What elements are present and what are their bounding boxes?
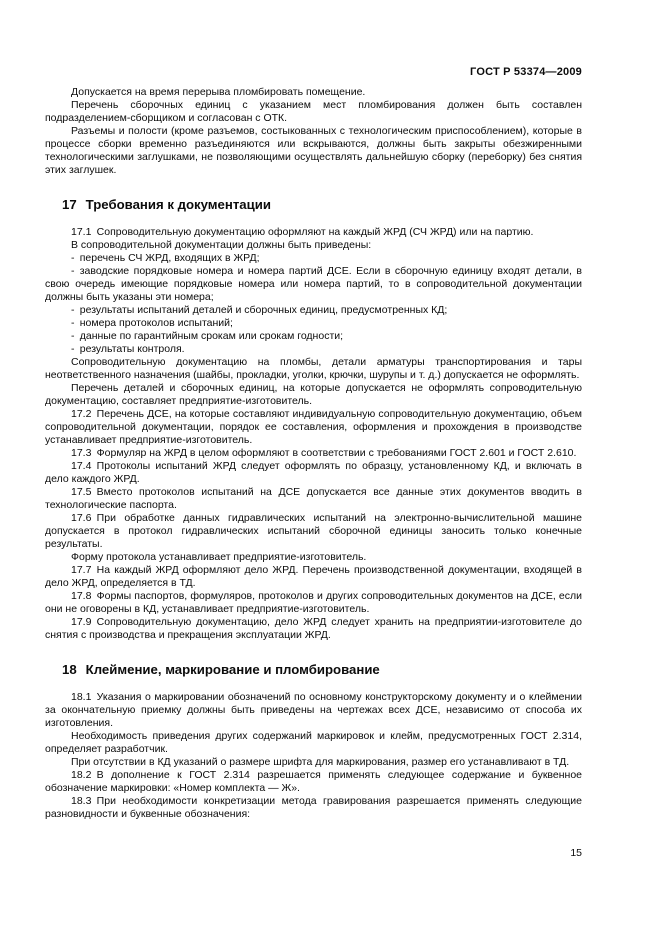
document-number-header: ГОСТ Р 53374—2009 xyxy=(470,66,582,78)
clause-paragraph: 17.1 Сопроводительную документацию оформляют на каждый ЖРД (СЧ ЖРД) или на партию. xyxy=(71,226,534,238)
paragraph: Разъемы и полости (кроме разъемов, состыкованных с технологическим приспособлением), которые в процессе сборки временно разъединяются или вскрываются, должны быть закрыты обезжиренными технологическими заглушками, не позволяющими осуществлять дальнейшую сборку (переборку) без снятия этих заглушек. xyxy=(45,125,582,176)
section-title: Требования к документации xyxy=(85,197,271,212)
dash-list-item: - результаты испытаний деталей и сборочных единиц, предусмотренных КД; xyxy=(71,304,448,316)
document-body xyxy=(45,86,582,821)
paragraph: Допускается на время перерыва пломбировать помещение. xyxy=(71,86,366,98)
dash-list-item: - заводские порядковые номера и номера партий ДСЕ. Если в сборочную единицу входят детали, в свою очередь имеющие порядковые номера или номера партий, то в сопроводительной документации должны быть указаны эти номера; xyxy=(45,265,582,303)
paragraph: Сопроводительную документацию на пломбы, детали арматуры транспортирования и тары неответственного назначения (шайбы, прокладки, уголки, крючки, шурупы и т. д.) допускается не оформлять. xyxy=(45,356,582,381)
dash-list-item: - данные по гарантийным срокам или срокам годности; xyxy=(71,330,344,342)
dash-list-item: - результаты контроля. xyxy=(71,343,185,355)
section-title: Клеймение, маркирование и пломбирование xyxy=(85,662,380,677)
clause-paragraph: 17.6 При обработке данных гидравлических испытаний на электронно-вычислительной машине допускается в протокол гидравлических испытаний сборочной единицы заносить только конечные результаты. xyxy=(45,512,582,550)
clause-paragraph: 18.2 В дополнение к ГОСТ 2.314 разрешается применять следующее содержание и буквенное обозначение маркировки: «Номер комплекта — Ж». xyxy=(45,769,582,794)
clause-paragraph: 17.2 Перечень ДСЕ, на которые составляют индивидуальную сопроводительную документацию, объем сопроводительной документации, порядок ее составления, оформления и прохождения в производстве устанавливает предприятие-изготовитель. xyxy=(45,408,582,446)
section-number: 18 xyxy=(62,662,77,677)
section-17-heading xyxy=(62,197,582,213)
clause-paragraph: 17.8 Формы паспортов, формуляров, протоколов и других сопроводительных документов на ДСЕ, если они не оговорены в КД, устанавливает предприятие-изготовитель. xyxy=(45,590,582,615)
clause-paragraph: 18.3 При необходимости конкретизации метода гравирования разрешается применять следующие разновидности и буквенные обозначения: xyxy=(45,795,582,820)
section-18-heading xyxy=(62,662,582,678)
clause-paragraph: 17.5 Вместо протоколов испытаний на ДСЕ допускается все данные этих документов вводить в технологические паспорта. xyxy=(45,486,582,511)
clause-paragraph: 17.4 Протоколы испытаний ЖРД следует оформлять по образцу, установленному КД, и включать в дело каждого ЖРД. xyxy=(45,460,582,485)
clause-paragraph: 17.7 На каждый ЖРД оформляют дело ЖРД. Перечень производственной документации, входящей в дело ЖРД, определяется в ТД. xyxy=(45,564,582,589)
paragraph: При отсутствии в КД указаний о размере шрифта для маркирования, размер его устанавливают в ТД. xyxy=(71,756,570,768)
clause-paragraph: 17.3 Формуляр на ЖРД в целом оформляют в соответствии с требованиями ГОСТ 2.601 и ГОСТ 2.610. xyxy=(71,447,577,459)
paragraph: Перечень деталей и сборочных единиц, на которые допускается не оформлять сопроводительную документацию, составляет предприятие-изготовитель. xyxy=(45,382,582,407)
dash-list-item: - номера протоколов испытаний; xyxy=(71,317,233,329)
section-number: 17 xyxy=(62,197,77,212)
dash-list-item: - перечень СЧ ЖРД, входящих в ЖРД; xyxy=(71,252,260,264)
clause-paragraph: 17.9 Сопроводительную документацию, дело ЖРД следует хранить на предприятии-изготовителе до снятия с производства и прекращения эксплуатации ЖРД. xyxy=(45,616,582,641)
page-number: 15 xyxy=(570,847,582,859)
paragraph: В сопроводительной документации должны быть приведены: xyxy=(71,239,372,251)
clause-paragraph: 18.1 Указания о маркировании обозначений по основному конструкторскому документу и о клеймении за окончательную приемку должны быть приведены на чертежах всех ДСЕ, независимо от способа их изготовления. xyxy=(45,691,582,729)
paragraph: Перечень сборочных единиц с указанием мест пломбирования должен быть составлен подразделением-сборщиком и согласован с ОТК. xyxy=(45,99,582,124)
paragraph: Форму протокола устанавливает предприятие-изготовитель. xyxy=(71,551,367,563)
paragraph: Необходимость приведения других содержаний маркировок и клейм, предусмотренных ГОСТ 2.314, определяет разработчик. xyxy=(45,730,582,755)
